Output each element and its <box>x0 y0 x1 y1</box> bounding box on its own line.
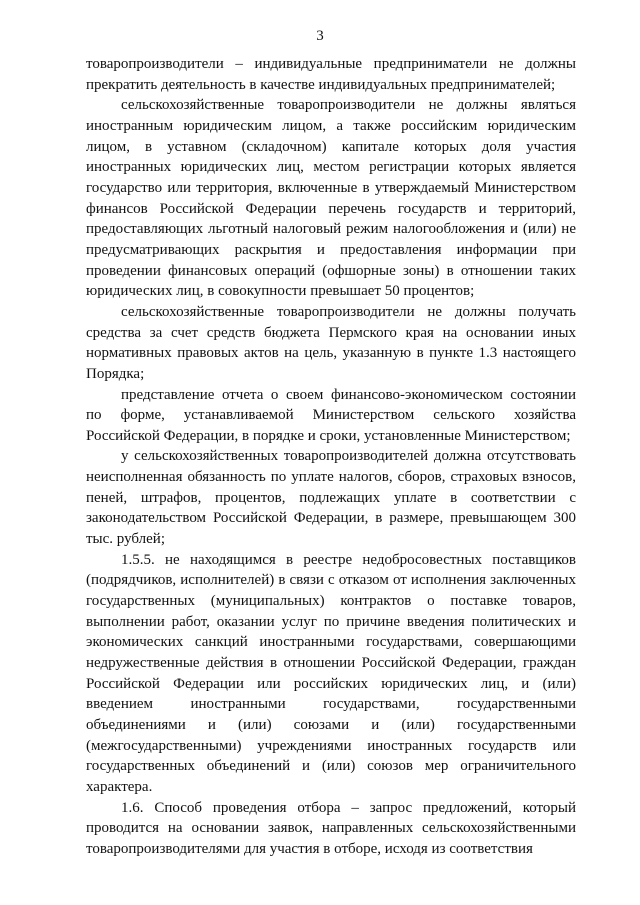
paragraph-foreign-entity-requirement: сельскохозяйственные товаропроизводители не должны являться иностранным юридическим лицом, а также российским юридическим лицом, в уставном (складочном) капитале которых доля участия иностранных юридических лиц, местом регистрации которых является государство или территория, включенные в утверждаемый Министерством финансов Российской Федерации перечень государств и территорий, предоставляющих льготный налоговый режим налогообложения и (или) не предусматривающих раскрытия и предоставления информации при проведении финансовых операций (офшорные зоны) в отношении таких юридических лиц, в совокупности превышает 50 процентов; <box>86 97 576 300</box>
paragraph-tax-debt: у сельскохозяйственных товаропроизводителей должна отсутствовать неисполненная обязанность по уплате налогов, сборов, страховых взносов, пеней, штрафов, процентов, подлежащих уплате в соответствии с законодательством Российской Федерации, в размере, превышающем 300 тыс. рублей; <box>86 448 576 548</box>
paragraph-financial-report: представление отчета о своем финансово-экономическом состоянии по форме, устанавливаемой Министерством сельского хозяйства Российской Федерации, в порядке и сроки, установленные Министерством; <box>86 386 576 444</box>
paragraph-no-other-budget-funds: сельскохозяйственные товаропроизводители не должны получать средства за счет средств бюджета Пермского края на основании иных нормативных правовых актов на цель, указанную в пункте 1.3 настоящего Порядка; <box>86 303 576 382</box>
paragraph-entrepreneurs-continuation: товаропроизводители – индивидуальные предприниматели не должны прекратить деятельность в качестве индивидуальных предпринимателей; <box>86 56 576 93</box>
document-body <box>86 54 576 860</box>
paragraph-item-1-5-5: 1.5.5. не находящимся в реестре недобросовестных поставщиков (подрядчиков, исполнителей) в связи с отказом от исполнения заключенных государственных (муниципальных) контрактов о поставке товаров, выполнении работ, оказании услуг по причине введения политических и экономических санкций иностранными государствами, совершающими недружественные действия в отношении Российской Федерации, граждан Российской Федерации или российских юридических лиц, и (или) введением иностранными государствами, государственными объединениями и (или) союзами и (или) государственными (межгосударственными) учреждениями иностранных государств или государственных объединений и (или) союзов мер ограничительного характера. <box>86 551 576 795</box>
page-number: 3 <box>316 28 324 44</box>
paragraph-item-1-6: 1.6. Способ проведения отбора – запрос предложений, который проводится на основании заявок, направленных сельскохозяйственными товаропроизводителями для участия в отборе, исходя из соответствия <box>86 799 576 857</box>
